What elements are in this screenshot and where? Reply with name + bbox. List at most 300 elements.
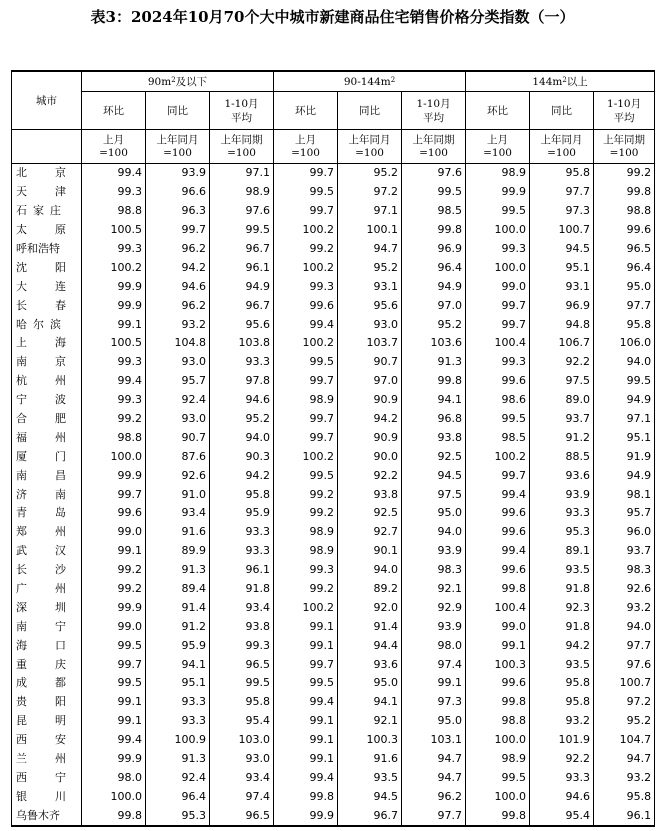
index-value: 101.9 <box>530 731 594 750</box>
index-value: 94.0 <box>402 523 466 542</box>
index-value: 99.8 <box>466 806 530 826</box>
subheader-yoy: 同比 <box>530 92 594 130</box>
index-value: 99.7 <box>466 296 530 315</box>
city-name: 成都 <box>12 674 82 693</box>
index-value: 99.7 <box>466 466 530 485</box>
index-value: 95.8 <box>594 787 655 806</box>
index-value: 96.2 <box>146 240 210 259</box>
index-value: 97.8 <box>210 372 274 391</box>
index-value: 89.1 <box>530 542 594 561</box>
index-value: 90.9 <box>338 428 402 447</box>
base-mom: 上月 =100 <box>274 130 338 164</box>
index-value: 99.8 <box>402 221 466 240</box>
index-value: 91.3 <box>402 353 466 372</box>
city-name: 济南 <box>12 485 82 504</box>
index-value: 100.2 <box>82 258 146 277</box>
city-name: 海口 <box>12 636 82 655</box>
index-value: 90.9 <box>338 391 402 410</box>
subheader-mom: 环比 <box>82 92 146 130</box>
index-value: 99.7 <box>274 164 338 183</box>
base-yoy: 上年同月 =100 <box>146 130 210 164</box>
index-value: 95.2 <box>210 410 274 429</box>
table-row <box>12 731 655 750</box>
city-name: 南昌 <box>12 466 82 485</box>
index-value: 99.4 <box>82 731 146 750</box>
index-value: 96.9 <box>530 296 594 315</box>
city-name: 太原 <box>12 221 82 240</box>
index-value: 100.0 <box>466 787 530 806</box>
index-value: 93.6 <box>338 655 402 674</box>
index-value: 99.0 <box>466 617 530 636</box>
index-value: 92.1 <box>402 580 466 599</box>
city-name: 呼和浩特 <box>12 240 82 259</box>
base-ytd: 上年同期 =100 <box>402 130 466 164</box>
index-value: 99.1 <box>274 636 338 655</box>
index-value: 93.4 <box>210 769 274 788</box>
index-value: 99.7 <box>274 202 338 221</box>
base-yoy: 上年同月 =100 <box>338 130 402 164</box>
table-row <box>12 580 655 599</box>
index-value: 92.0 <box>338 598 402 617</box>
index-value: 90.7 <box>338 353 402 372</box>
index-value: 94.9 <box>594 391 655 410</box>
index-value: 99.5 <box>466 769 530 788</box>
index-value: 97.4 <box>402 655 466 674</box>
table-header <box>12 71 655 164</box>
index-value: 92.9 <box>402 598 466 617</box>
index-value: 95.1 <box>530 258 594 277</box>
index-value: 96.3 <box>146 202 210 221</box>
table-row <box>12 410 655 429</box>
index-value: 93.2 <box>594 598 655 617</box>
index-value: 99.8 <box>594 183 655 202</box>
index-value: 91.0 <box>146 485 210 504</box>
index-value: 96.7 <box>210 240 274 259</box>
index-value: 97.7 <box>594 296 655 315</box>
index-value: 99.8 <box>466 693 530 712</box>
index-value: 106.7 <box>530 334 594 353</box>
index-value: 99.3 <box>466 353 530 372</box>
index-value: 93.8 <box>402 428 466 447</box>
index-value: 93.9 <box>146 164 210 183</box>
index-value: 103.8 <box>210 334 274 353</box>
index-value: 98.3 <box>594 561 655 580</box>
index-value: 99.7 <box>82 485 146 504</box>
index-value: 98.9 <box>466 164 530 183</box>
index-value: 94.8 <box>530 315 594 334</box>
index-value: 93.0 <box>338 315 402 334</box>
table-row <box>12 806 655 826</box>
index-value: 99.8 <box>466 580 530 599</box>
city-name: 哈尔滨 <box>12 315 82 334</box>
index-value: 92.2 <box>530 750 594 769</box>
subheader-ytd-average: 1-10月 平均 <box>402 92 466 130</box>
index-value: 95.8 <box>210 693 274 712</box>
subheader-yoy: 同比 <box>146 92 210 130</box>
index-value: 96.4 <box>146 787 210 806</box>
index-value: 97.5 <box>530 372 594 391</box>
index-value: 100.4 <box>466 334 530 353</box>
index-value: 99.6 <box>466 561 530 580</box>
index-value: 93.1 <box>338 277 402 296</box>
index-value: 94.2 <box>146 258 210 277</box>
index-value: 99.4 <box>274 693 338 712</box>
index-value: 95.8 <box>530 164 594 183</box>
index-value: 93.5 <box>530 655 594 674</box>
index-value: 99.5 <box>466 202 530 221</box>
table-row <box>12 353 655 372</box>
index-value: 94.5 <box>530 240 594 259</box>
city-name: 青岛 <box>12 504 82 523</box>
index-value: 95.4 <box>530 806 594 826</box>
city-name: 重庆 <box>12 655 82 674</box>
index-value: 94.0 <box>594 617 655 636</box>
index-value: 100.2 <box>274 258 338 277</box>
index-value: 94.7 <box>402 769 466 788</box>
index-value: 100.9 <box>146 731 210 750</box>
index-value: 90.3 <box>210 447 274 466</box>
index-value: 99.2 <box>82 410 146 429</box>
table-row <box>12 617 655 636</box>
index-value: 99.2 <box>274 240 338 259</box>
index-value: 100.0 <box>82 787 146 806</box>
table-row <box>12 202 655 221</box>
index-value: 99.8 <box>82 806 146 826</box>
index-value: 94.7 <box>594 750 655 769</box>
index-value: 97.1 <box>338 202 402 221</box>
index-value: 95.3 <box>530 523 594 542</box>
index-value: 99.1 <box>402 674 466 693</box>
table-row <box>12 258 655 277</box>
index-value: 99.8 <box>274 787 338 806</box>
table-row <box>12 542 655 561</box>
city-name: 石家庄 <box>12 202 82 221</box>
index-value: 90.0 <box>338 447 402 466</box>
table-row <box>12 183 655 202</box>
index-value: 97.4 <box>210 787 274 806</box>
index-value: 93.7 <box>530 410 594 429</box>
index-value: 94.7 <box>338 240 402 259</box>
index-value: 99.6 <box>466 372 530 391</box>
index-value: 99.9 <box>82 750 146 769</box>
table-row <box>12 674 655 693</box>
table-row <box>12 296 655 315</box>
index-value: 98.5 <box>466 428 530 447</box>
index-value: 99.1 <box>82 712 146 731</box>
index-value: 97.3 <box>402 693 466 712</box>
index-value: 98.6 <box>466 391 530 410</box>
index-value: 97.1 <box>594 410 655 429</box>
index-value: 95.8 <box>530 693 594 712</box>
index-value: 93.3 <box>530 504 594 523</box>
index-value: 93.7 <box>594 542 655 561</box>
index-value: 96.2 <box>146 296 210 315</box>
city-name: 长春 <box>12 296 82 315</box>
city-name: 深圳 <box>12 598 82 617</box>
index-value: 92.3 <box>530 598 594 617</box>
index-value: 100.5 <box>82 334 146 353</box>
index-value: 94.0 <box>594 353 655 372</box>
index-value: 89.4 <box>146 580 210 599</box>
index-value: 96.2 <box>402 787 466 806</box>
index-value: 91.8 <box>530 617 594 636</box>
index-value: 96.1 <box>210 258 274 277</box>
index-value: 100.2 <box>466 447 530 466</box>
subheader-ytd-average: 1-10月 平均 <box>594 92 655 130</box>
index-value: 99.4 <box>82 164 146 183</box>
city-name: 杭州 <box>12 372 82 391</box>
index-value: 93.8 <box>210 617 274 636</box>
index-value: 99.2 <box>594 164 655 183</box>
index-value: 91.8 <box>530 580 594 599</box>
index-value: 100.2 <box>274 598 338 617</box>
index-value: 97.7 <box>594 636 655 655</box>
index-value: 100.7 <box>530 221 594 240</box>
index-value: 94.2 <box>338 410 402 429</box>
index-value: 96.4 <box>402 258 466 277</box>
subheader-mom: 环比 <box>274 92 338 130</box>
index-value: 94.9 <box>402 277 466 296</box>
index-value: 99.6 <box>82 504 146 523</box>
index-value: 103.1 <box>402 731 466 750</box>
table-row <box>12 693 655 712</box>
index-value: 91.3 <box>146 561 210 580</box>
city-name: 兰州 <box>12 750 82 769</box>
table-row <box>12 750 655 769</box>
base-mom: 上月 =100 <box>466 130 530 164</box>
city-name: 西宁 <box>12 769 82 788</box>
index-value: 97.6 <box>402 164 466 183</box>
city-name: 西安 <box>12 731 82 750</box>
index-value: 92.7 <box>338 523 402 542</box>
index-value: 90.7 <box>146 428 210 447</box>
index-value: 94.2 <box>210 466 274 485</box>
index-value: 99.2 <box>82 580 146 599</box>
index-value: 95.7 <box>146 372 210 391</box>
index-value: 91.4 <box>146 598 210 617</box>
index-value: 99.2 <box>274 580 338 599</box>
table-title: 表3：2024年10月70个大中城市新建商品住宅销售价格分类指数（一） <box>90 8 575 26</box>
index-value: 99.4 <box>466 485 530 504</box>
index-value: 91.2 <box>146 617 210 636</box>
price-index-table <box>11 70 655 827</box>
index-value: 98.3 <box>402 561 466 580</box>
index-value: 89.9 <box>146 542 210 561</box>
index-value: 99.5 <box>402 183 466 202</box>
index-value: 100.0 <box>82 447 146 466</box>
index-value: 99.7 <box>274 410 338 429</box>
index-value: 97.2 <box>594 693 655 712</box>
index-value: 95.6 <box>338 296 402 315</box>
table-row <box>12 504 655 523</box>
table-row <box>12 372 655 391</box>
index-value: 97.2 <box>338 183 402 202</box>
index-value: 99.5 <box>274 466 338 485</box>
index-value: 95.4 <box>210 712 274 731</box>
index-value: 94.6 <box>146 277 210 296</box>
index-value: 96.9 <box>402 240 466 259</box>
index-value: 91.9 <box>594 447 655 466</box>
index-value: 87.6 <box>146 447 210 466</box>
index-value: 94.6 <box>530 787 594 806</box>
index-value: 103.7 <box>338 334 402 353</box>
index-value: 95.9 <box>146 636 210 655</box>
index-value: 93.9 <box>402 542 466 561</box>
index-value: 95.1 <box>146 674 210 693</box>
index-value: 95.2 <box>594 712 655 731</box>
index-value: 93.4 <box>146 504 210 523</box>
index-value: 99.5 <box>594 372 655 391</box>
index-value: 92.2 <box>338 466 402 485</box>
index-value: 93.2 <box>146 315 210 334</box>
index-value: 92.4 <box>146 769 210 788</box>
index-value: 99.1 <box>274 617 338 636</box>
index-value: 93.5 <box>338 769 402 788</box>
index-value: 100.3 <box>466 655 530 674</box>
index-value: 99.9 <box>82 466 146 485</box>
index-value: 93.0 <box>210 750 274 769</box>
index-value: 95.0 <box>402 504 466 523</box>
index-value: 98.1 <box>594 485 655 504</box>
city-name: 南宁 <box>12 617 82 636</box>
index-value: 94.7 <box>402 750 466 769</box>
index-value: 94.9 <box>594 466 655 485</box>
index-value: 96.0 <box>594 523 655 542</box>
index-value: 100.1 <box>338 221 402 240</box>
index-value: 92.5 <box>338 504 402 523</box>
index-value: 93.4 <box>210 598 274 617</box>
index-value: 95.0 <box>402 712 466 731</box>
table-row <box>12 655 655 674</box>
index-value: 104.8 <box>146 334 210 353</box>
city-name: 宁波 <box>12 391 82 410</box>
table-row <box>12 485 655 504</box>
city-name: 南京 <box>12 353 82 372</box>
index-value: 98.8 <box>82 202 146 221</box>
table-row <box>12 769 655 788</box>
index-value: 97.6 <box>210 202 274 221</box>
index-value: 94.1 <box>338 693 402 712</box>
index-value: 95.0 <box>594 277 655 296</box>
index-value: 99.8 <box>402 372 466 391</box>
index-value: 95.2 <box>338 258 402 277</box>
index-value: 96.5 <box>594 240 655 259</box>
index-value: 97.7 <box>402 806 466 826</box>
index-value: 92.6 <box>594 580 655 599</box>
index-value: 94.5 <box>338 787 402 806</box>
table-row <box>12 466 655 485</box>
group-header-144-above: $144m^2$以上 <box>466 71 655 92</box>
index-value: 106.0 <box>594 334 655 353</box>
index-value: 99.5 <box>210 674 274 693</box>
table-row <box>12 240 655 259</box>
city-header-spacer <box>12 130 82 164</box>
index-value: 98.9 <box>466 750 530 769</box>
index-value: 90.1 <box>338 542 402 561</box>
index-value: 99.9 <box>82 598 146 617</box>
subheader-mom: 环比 <box>466 92 530 130</box>
index-value: 98.8 <box>594 202 655 221</box>
index-value: 99.4 <box>82 372 146 391</box>
index-value: 97.7 <box>530 183 594 202</box>
index-value: 94.1 <box>146 655 210 674</box>
index-value: 96.5 <box>210 655 274 674</box>
index-value: 99.6 <box>274 296 338 315</box>
city-name: 沈阳 <box>12 258 82 277</box>
table-row <box>12 164 655 183</box>
table-row <box>12 712 655 731</box>
index-value: 94.2 <box>530 636 594 655</box>
index-value: 98.0 <box>82 769 146 788</box>
city-name: 天津 <box>12 183 82 202</box>
index-value: 94.0 <box>210 428 274 447</box>
index-value: 99.0 <box>82 617 146 636</box>
index-value: 99.1 <box>82 693 146 712</box>
index-value: 99.3 <box>82 183 146 202</box>
index-value: 93.2 <box>594 769 655 788</box>
table-row <box>12 523 655 542</box>
table-row <box>12 334 655 353</box>
index-value: 99.7 <box>274 372 338 391</box>
index-value: 92.6 <box>146 466 210 485</box>
index-value: 99.7 <box>274 428 338 447</box>
index-value: 99.3 <box>274 561 338 580</box>
index-value: 94.6 <box>210 391 274 410</box>
index-value: 99.4 <box>274 315 338 334</box>
index-value: 99.3 <box>210 636 274 655</box>
subheader-yoy: 同比 <box>338 92 402 130</box>
index-value: 99.3 <box>466 240 530 259</box>
city-name: 长沙 <box>12 561 82 580</box>
index-value: 93.0 <box>146 410 210 429</box>
index-value: 93.5 <box>530 561 594 580</box>
index-value: 99.1 <box>274 750 338 769</box>
group-header-90-144: $90-144m^2$ <box>274 71 466 92</box>
index-value: 96.5 <box>210 806 274 826</box>
table-row <box>12 277 655 296</box>
index-value: 100.0 <box>466 731 530 750</box>
index-value: 99.7 <box>82 655 146 674</box>
index-value: 95.0 <box>338 674 402 693</box>
index-value: 99.5 <box>82 636 146 655</box>
table-row <box>12 447 655 466</box>
index-value: 100.5 <box>82 221 146 240</box>
index-value: 99.9 <box>466 183 530 202</box>
index-value: 91.2 <box>530 428 594 447</box>
city-name: 昆明 <box>12 712 82 731</box>
index-value: 99.2 <box>274 485 338 504</box>
index-value: 95.1 <box>594 428 655 447</box>
index-value: 97.5 <box>402 485 466 504</box>
index-value: 99.2 <box>274 504 338 523</box>
table-row <box>12 221 655 240</box>
index-value: 99.1 <box>274 731 338 750</box>
index-value: 94.1 <box>402 391 466 410</box>
index-value: 99.3 <box>274 277 338 296</box>
index-value: 97.0 <box>402 296 466 315</box>
index-value: 91.6 <box>146 523 210 542</box>
city-name: 乌鲁木齐 <box>12 806 82 826</box>
index-value: 99.3 <box>82 353 146 372</box>
index-value: 100.7 <box>594 674 655 693</box>
index-value: 99.5 <box>466 410 530 429</box>
index-value: 97.0 <box>338 372 402 391</box>
city-name: 厦门 <box>12 447 82 466</box>
group-header-90-below: $90m^2$及以下 <box>82 71 274 92</box>
index-value: 99.7 <box>466 315 530 334</box>
index-value: 93.3 <box>210 523 274 542</box>
index-value: 99.4 <box>466 542 530 561</box>
